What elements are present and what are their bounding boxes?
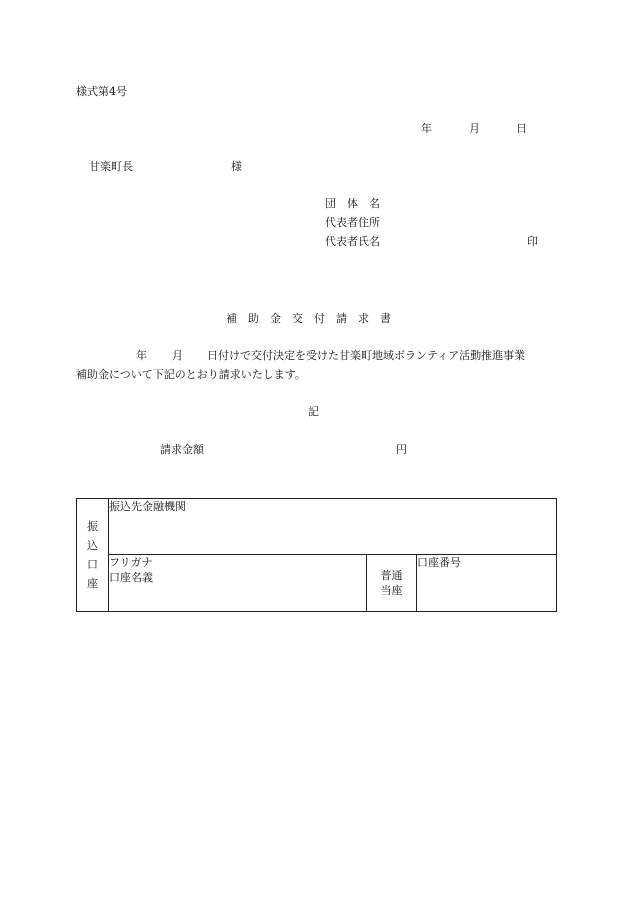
holder-label: 口座名義 bbox=[109, 571, 153, 584]
date-month-label: 月 bbox=[469, 122, 480, 135]
body-month-label: 月 bbox=[172, 349, 183, 362]
date-day-label: 日 bbox=[516, 122, 527, 135]
account-type-cell bbox=[367, 555, 417, 612]
ki-heading: 記 bbox=[308, 405, 319, 418]
side-char: 口 bbox=[87, 558, 98, 571]
date-year-label: 年 bbox=[421, 122, 432, 135]
body-year-label: 年 bbox=[136, 349, 147, 362]
rep-name-label: 代表者氏名 bbox=[325, 235, 380, 248]
body-text-line2: 補助金について下記のとおり請求いたします。 bbox=[76, 368, 306, 381]
side-char: 座 bbox=[87, 577, 98, 590]
document-title: 補 助 金 交 付 請 求 書 bbox=[226, 312, 391, 325]
addressee-honorific: 様 bbox=[231, 160, 242, 173]
form-number: 様式第4号 bbox=[76, 85, 127, 98]
type-ordinary: 普通 bbox=[380, 569, 403, 582]
amount-label: 請求金額 bbox=[160, 443, 204, 456]
bank-label: 振込先金融機関 bbox=[109, 500, 186, 513]
body-text-line1: 日付けで交付決定を受けた甘楽町地域ボランティア活動推進事業 bbox=[207, 349, 526, 362]
account-number-label: 口座番号 bbox=[417, 556, 461, 569]
bank-cell bbox=[109, 499, 557, 555]
group-name-label: 団 体 名 bbox=[325, 197, 380, 210]
addressee-name: 甘楽町長 bbox=[89, 160, 133, 173]
furigana-label: フリガナ bbox=[109, 556, 153, 569]
account-table bbox=[76, 498, 557, 612]
side-char: 振 bbox=[87, 520, 98, 533]
rep-address-label: 代表者住所 bbox=[325, 216, 380, 229]
account-side-label bbox=[77, 499, 109, 612]
type-current: 当座 bbox=[380, 584, 403, 597]
seal-mark: 印 bbox=[527, 235, 538, 248]
amount-unit: 円 bbox=[396, 443, 407, 456]
account-number-cell bbox=[417, 555, 557, 612]
side-char: 込 bbox=[87, 539, 98, 552]
holder-cell bbox=[109, 555, 367, 612]
